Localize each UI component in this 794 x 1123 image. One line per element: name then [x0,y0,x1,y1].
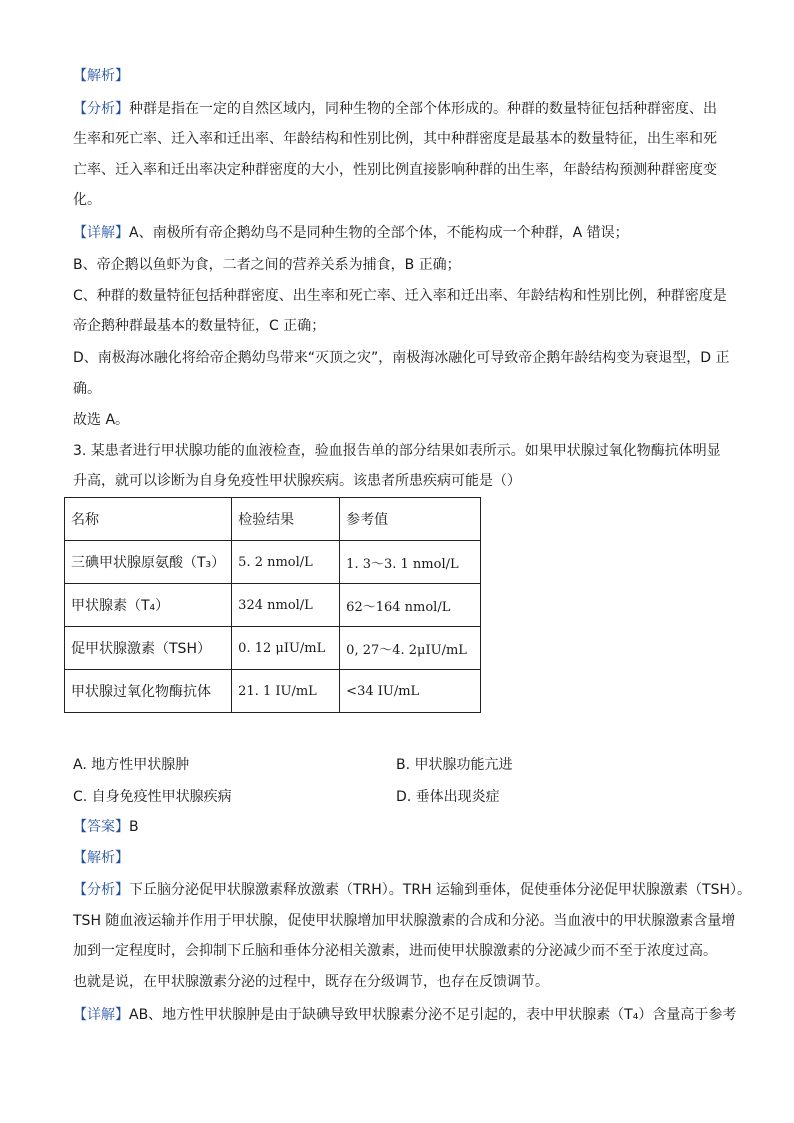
question-stem-line-2: 升高，就可以诊断为自身免疫性甲状腺疾病。该患者所患疾病可能是（） [73,473,521,489]
table-row [65,584,481,627]
q3-fenxi-line-3: 加到一定程度时，会抑制下丘脑和垂体分泌相关激素，进而使甲状腺激素的分泌减少而不至于浓度过高。 [73,943,717,959]
xiangjie-label: 【详解】 [73,225,129,241]
cell-result: 0. 12 μIU/mL [232,627,340,670]
cell-result: 324 nmol/L [232,584,340,627]
q3-xiangjie-label: 【详解】 [73,1007,129,1023]
detail-line-3: C、种群的数量特征包括种群密度、出生率和死亡率、迁入率和迁出率、年龄结构和性别比例，种群密度是 [73,288,727,304]
cell-reference: 0, 27～4. 2μIU/mL [340,627,481,670]
lab-results-table [64,497,481,713]
fenxi-label: 【分析】 [73,101,129,117]
analysis-heading: 【解析】 [73,68,129,84]
detail-line-2: B、帝企鹅以鱼虾为食，二者之间的营养关系为捕食，B 正确； [73,257,461,273]
answer-value: B [129,819,139,835]
answer-label: 【答案】 [73,819,129,835]
q3-fenxi-label: 【分析】 [73,882,129,898]
cell-result: 5. 2 nmol/L [232,541,340,584]
table-row [65,670,481,713]
cell-result: 21. 1 IU/mL [232,670,340,713]
header-result: 检验结果 [232,498,340,541]
cell-name: 甲状腺过氧化物酶抗体 [65,670,232,713]
option-a: A. 地方性甲状腺肿 [73,757,190,773]
question-stem-line-1: 3. 某患者进行甲状腺功能的血液检查，验血报告单的部分结果如表所示。如果甲状腺过氧化物酶抗体明显 [73,443,721,459]
option-d: D. 垂体出现炎症 [396,789,500,805]
detail-line-7: 故选 A。 [73,412,130,428]
cell-reference: 62～164 nmol/L [340,584,481,627]
analysis-fenxi-line-4: 化。 [73,192,101,208]
analysis-fenxi-line-3: 亡率、迁入率和迁出率决定种群密度的大小，性别比例直接影响种群的出生率，年龄结构预测种群密度变 [73,162,717,178]
detail-line-6: 确。 [73,381,101,397]
table-header-row [65,498,481,541]
q3-fenxi-line-1: 【分析】下丘脑分泌促甲状腺激素释放激素（TRH）。TRH 运输到垂体，促使垂体分泌促甲状腺激素（TSH）。 [73,882,752,898]
cell-name: 三碘甲状腺原氨酸（T₃） [65,541,232,584]
option-b: B. 甲状腺功能亢进 [396,757,513,773]
detail-line-1: 【详解】A、南极所有帝企鹅幼鸟不是同种生物的全部个体，不能构成一个种群，A 错误； [73,225,629,241]
q3-fenxi-line-4: 也就是说，在甲状腺激素分泌的过程中，既存在分级调节，也存在反馈调节。 [73,974,549,990]
detail-line-5: D、南极海冰融化将给帝企鹅幼鸟带来“灭顶之灾”，南极海冰融化可导致帝企鹅年龄结构变为衰退型，D 正 [73,350,730,366]
header-reference: 参考值 [340,498,481,541]
answer-line [73,817,139,837]
cell-reference: <34 IU/mL [340,670,481,713]
analysis-fenxi-line-1: 【分析】种群是指在一定的自然区域内，同种生物的全部个体形成的。种群的数量特征包括种群密度、出 [73,101,717,117]
detail-line-4: 帝企鹅种群最基本的数量特征，C 正确； [73,318,326,334]
table-row [65,541,481,584]
q3-detail-line-1: 【详解】AB、地方性甲状腺肿是由于缺碘导致甲状腺素分泌不足引起的，表中甲状腺素（T₄）含量高于参考 [73,1007,737,1023]
option-c: C. 自身免疫性甲状腺疾病 [73,789,232,805]
cell-reference: 1. 3～3. 1 nmol/L [340,541,481,584]
cell-name: 甲状腺素（T₄） [65,584,232,627]
header-name: 名称 [65,498,232,541]
cell-name: 促甲状腺激素（TSH） [65,627,232,670]
analysis-fenxi-line-2: 生率和死亡率、迁入率和迁出率、年龄结构和性别比例，其中种群密度是最基本的数量特征，出生率和死 [73,131,717,147]
q3-fenxi-line-2: TSH 随血液运输并作用于甲状腺，促使甲状腺增加甲状腺激素的合成和分泌。当血液中的甲状腺激素含量增 [73,913,736,929]
q3-analysis-heading: 【解析】 [73,850,129,866]
table-row [65,627,481,670]
